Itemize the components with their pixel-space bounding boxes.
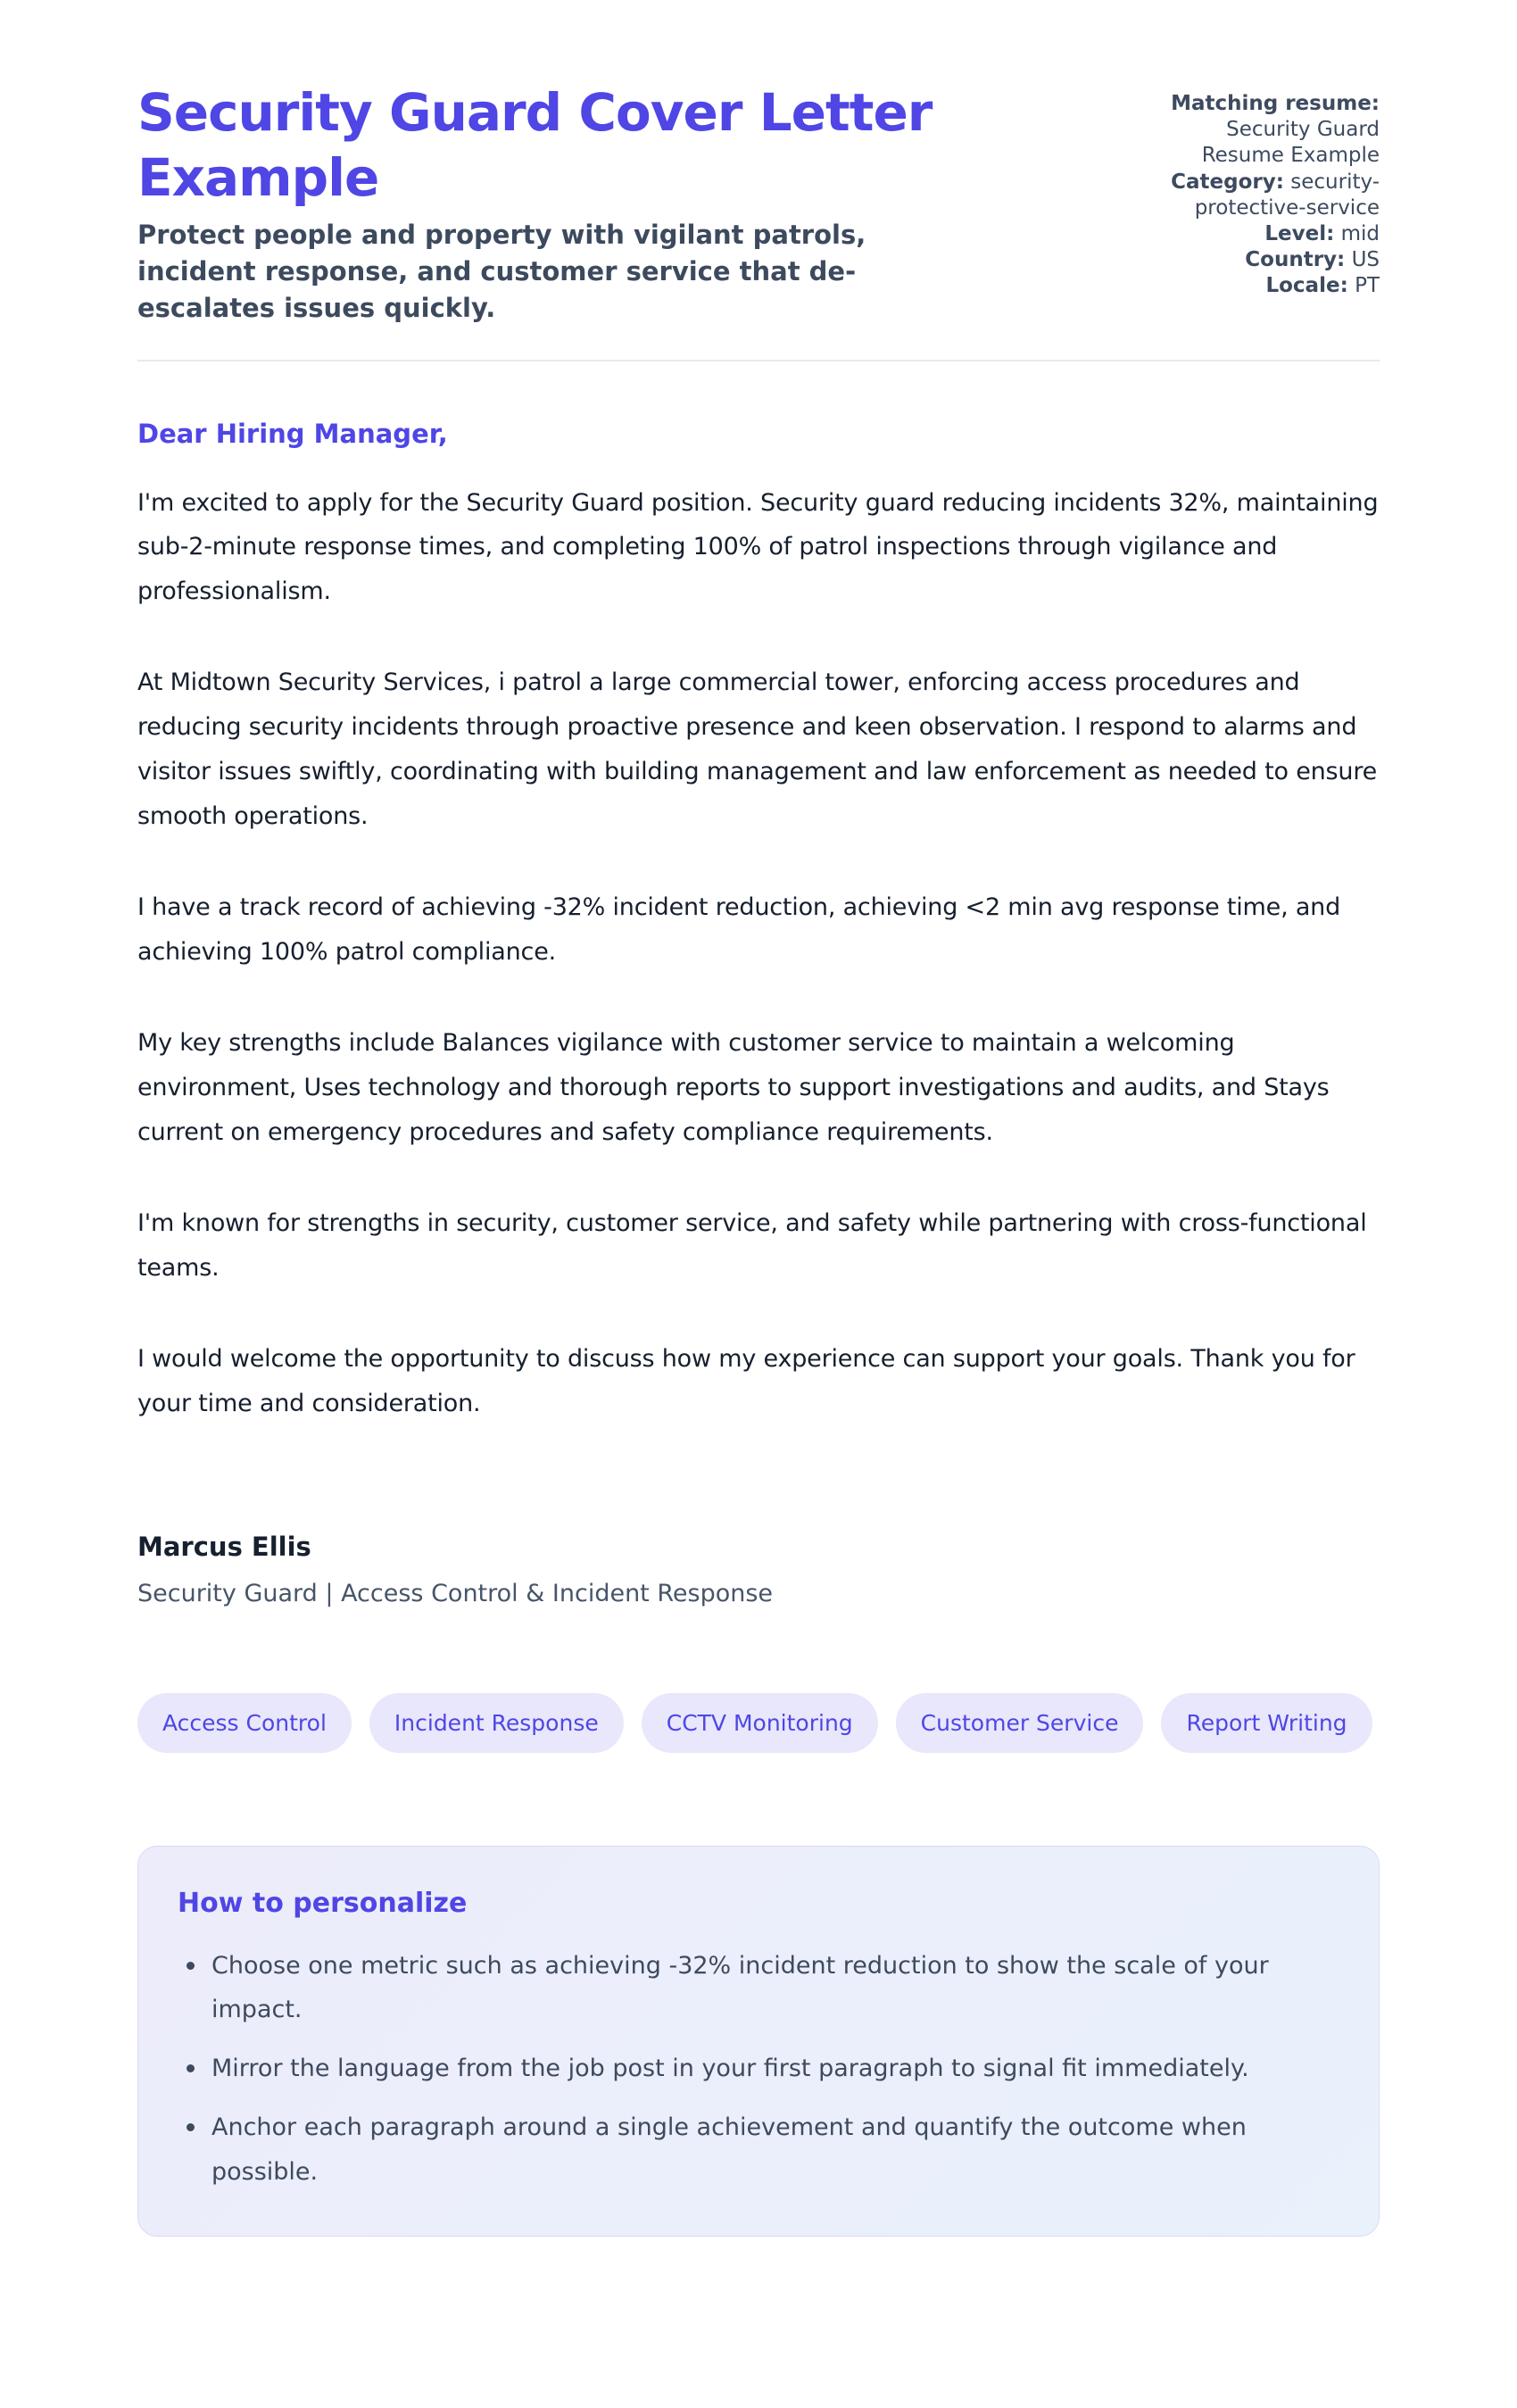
personalize-tip xyxy=(178,2047,1302,2091)
meta-label: Matching resume: xyxy=(1171,92,1380,115)
letter-paragraph: I would welcome the opportunity to discuss how my experience can support your goals. Thank you for your time and consideration. xyxy=(137,1344,1355,1417)
page-header xyxy=(137,80,1380,328)
personalize-card xyxy=(137,1846,1380,2238)
letter-paragraph: I have a track record of achieving -32% incident reduction, achieving <2 min avg response time, and achieving 100% patrol compliance. xyxy=(137,893,1341,967)
meta-label: Locale: xyxy=(1265,274,1348,298)
meta-value: security-protective-service xyxy=(1194,170,1380,220)
tip-text: Choose one metric such as achieving -32% incident reduction to show the scale of your impact. xyxy=(211,1951,1269,2024)
bullet-icon xyxy=(187,2123,195,2131)
bullet-icon xyxy=(187,1962,195,1970)
meta-row-country xyxy=(1148,247,1380,273)
letter-paragraph: I'm excited to apply for the Security Guard position. Security guard reducing incidents 32%, maintaining sub-2-minute response times, and completing 100% of patrol inspections through vigilance and professionalism. xyxy=(137,488,1379,606)
personalize-tips xyxy=(178,1944,1339,2196)
skill-tag-access-control[interactable]: Access Control xyxy=(137,1693,352,1753)
header-divider xyxy=(137,360,1380,361)
cover-letter-page xyxy=(137,0,1380,2237)
tip-text: Mirror the language from the job post in your first paragraph to signal fit immediately. xyxy=(211,2055,1249,2083)
skill-tag-customer-service[interactable]: Customer Service xyxy=(896,1693,1144,1753)
meta-value: US xyxy=(1351,248,1380,272)
skill-tags xyxy=(137,1693,1380,1753)
meta-panel xyxy=(1148,91,1380,300)
meta-label: Category: xyxy=(1171,170,1284,194)
skill-tag-cctv-monitoring[interactable]: CCTV Monitoring xyxy=(642,1693,878,1753)
bullet-icon xyxy=(187,2064,195,2072)
meta-row-matching-resume xyxy=(1148,91,1380,170)
meta-value: mid xyxy=(1340,222,1380,246)
meta-value: PT xyxy=(1355,274,1380,298)
personalize-title: How to personalize xyxy=(178,1887,468,1919)
letter-body xyxy=(137,419,1380,1607)
skill-tag-incident-response[interactable]: Incident Response xyxy=(369,1693,624,1753)
skill-tag-report-writing[interactable]: Report Writing xyxy=(1161,1693,1372,1753)
meta-row-level xyxy=(1148,221,1380,247)
meta-label: Country: xyxy=(1245,248,1346,272)
letter-paragraph: At Midtown Security Services, i patrol a large commercial tower, enforcing access procedures and reducing security incidents through proactive presence and keen observation. I respond to alarms and visitor issues swiftly, coordinating with building management and law enforcement as needed to ensure smooth operations. xyxy=(137,668,1378,831)
signature-role: Security Guard | Access Control & Incident Response xyxy=(137,1579,774,1607)
tip-text: Anchor each paragraph around a single achievement and quantify the outcome when possible. xyxy=(211,2113,1247,2187)
personalize-tip xyxy=(178,2105,1302,2195)
meta-row-category xyxy=(1148,170,1380,221)
letter-paragraph: I'm known for strengths in security, customer service, and safety while partnering with cross-functional teams. xyxy=(137,1208,1367,1282)
letter-paragraph: My key strengths include Balances vigilance with customer service to maintain a welcoming environment, Uses technology and thorough reports to support investigations and audits, and Stays current on emergency procedures and safety compliance requirements. xyxy=(137,1028,1330,1146)
meta-row-locale xyxy=(1148,273,1380,299)
salutation: Dear Hiring Manager, xyxy=(137,418,448,449)
signature-block xyxy=(137,1532,1380,1607)
page-title: Security Guard Cover Letter Example xyxy=(137,82,933,208)
page-subtitle: Protect people and property with vigilant patrols, incident response, and customer service that de-escalates issues quickly. xyxy=(137,220,866,324)
personalize-tip xyxy=(178,1944,1302,2033)
meta-label: Level: xyxy=(1264,222,1335,246)
signature-name: Marcus Ellis xyxy=(137,1531,311,1562)
meta-value: Security Guard Resume Example xyxy=(1201,118,1380,168)
header-title-block xyxy=(137,80,985,328)
